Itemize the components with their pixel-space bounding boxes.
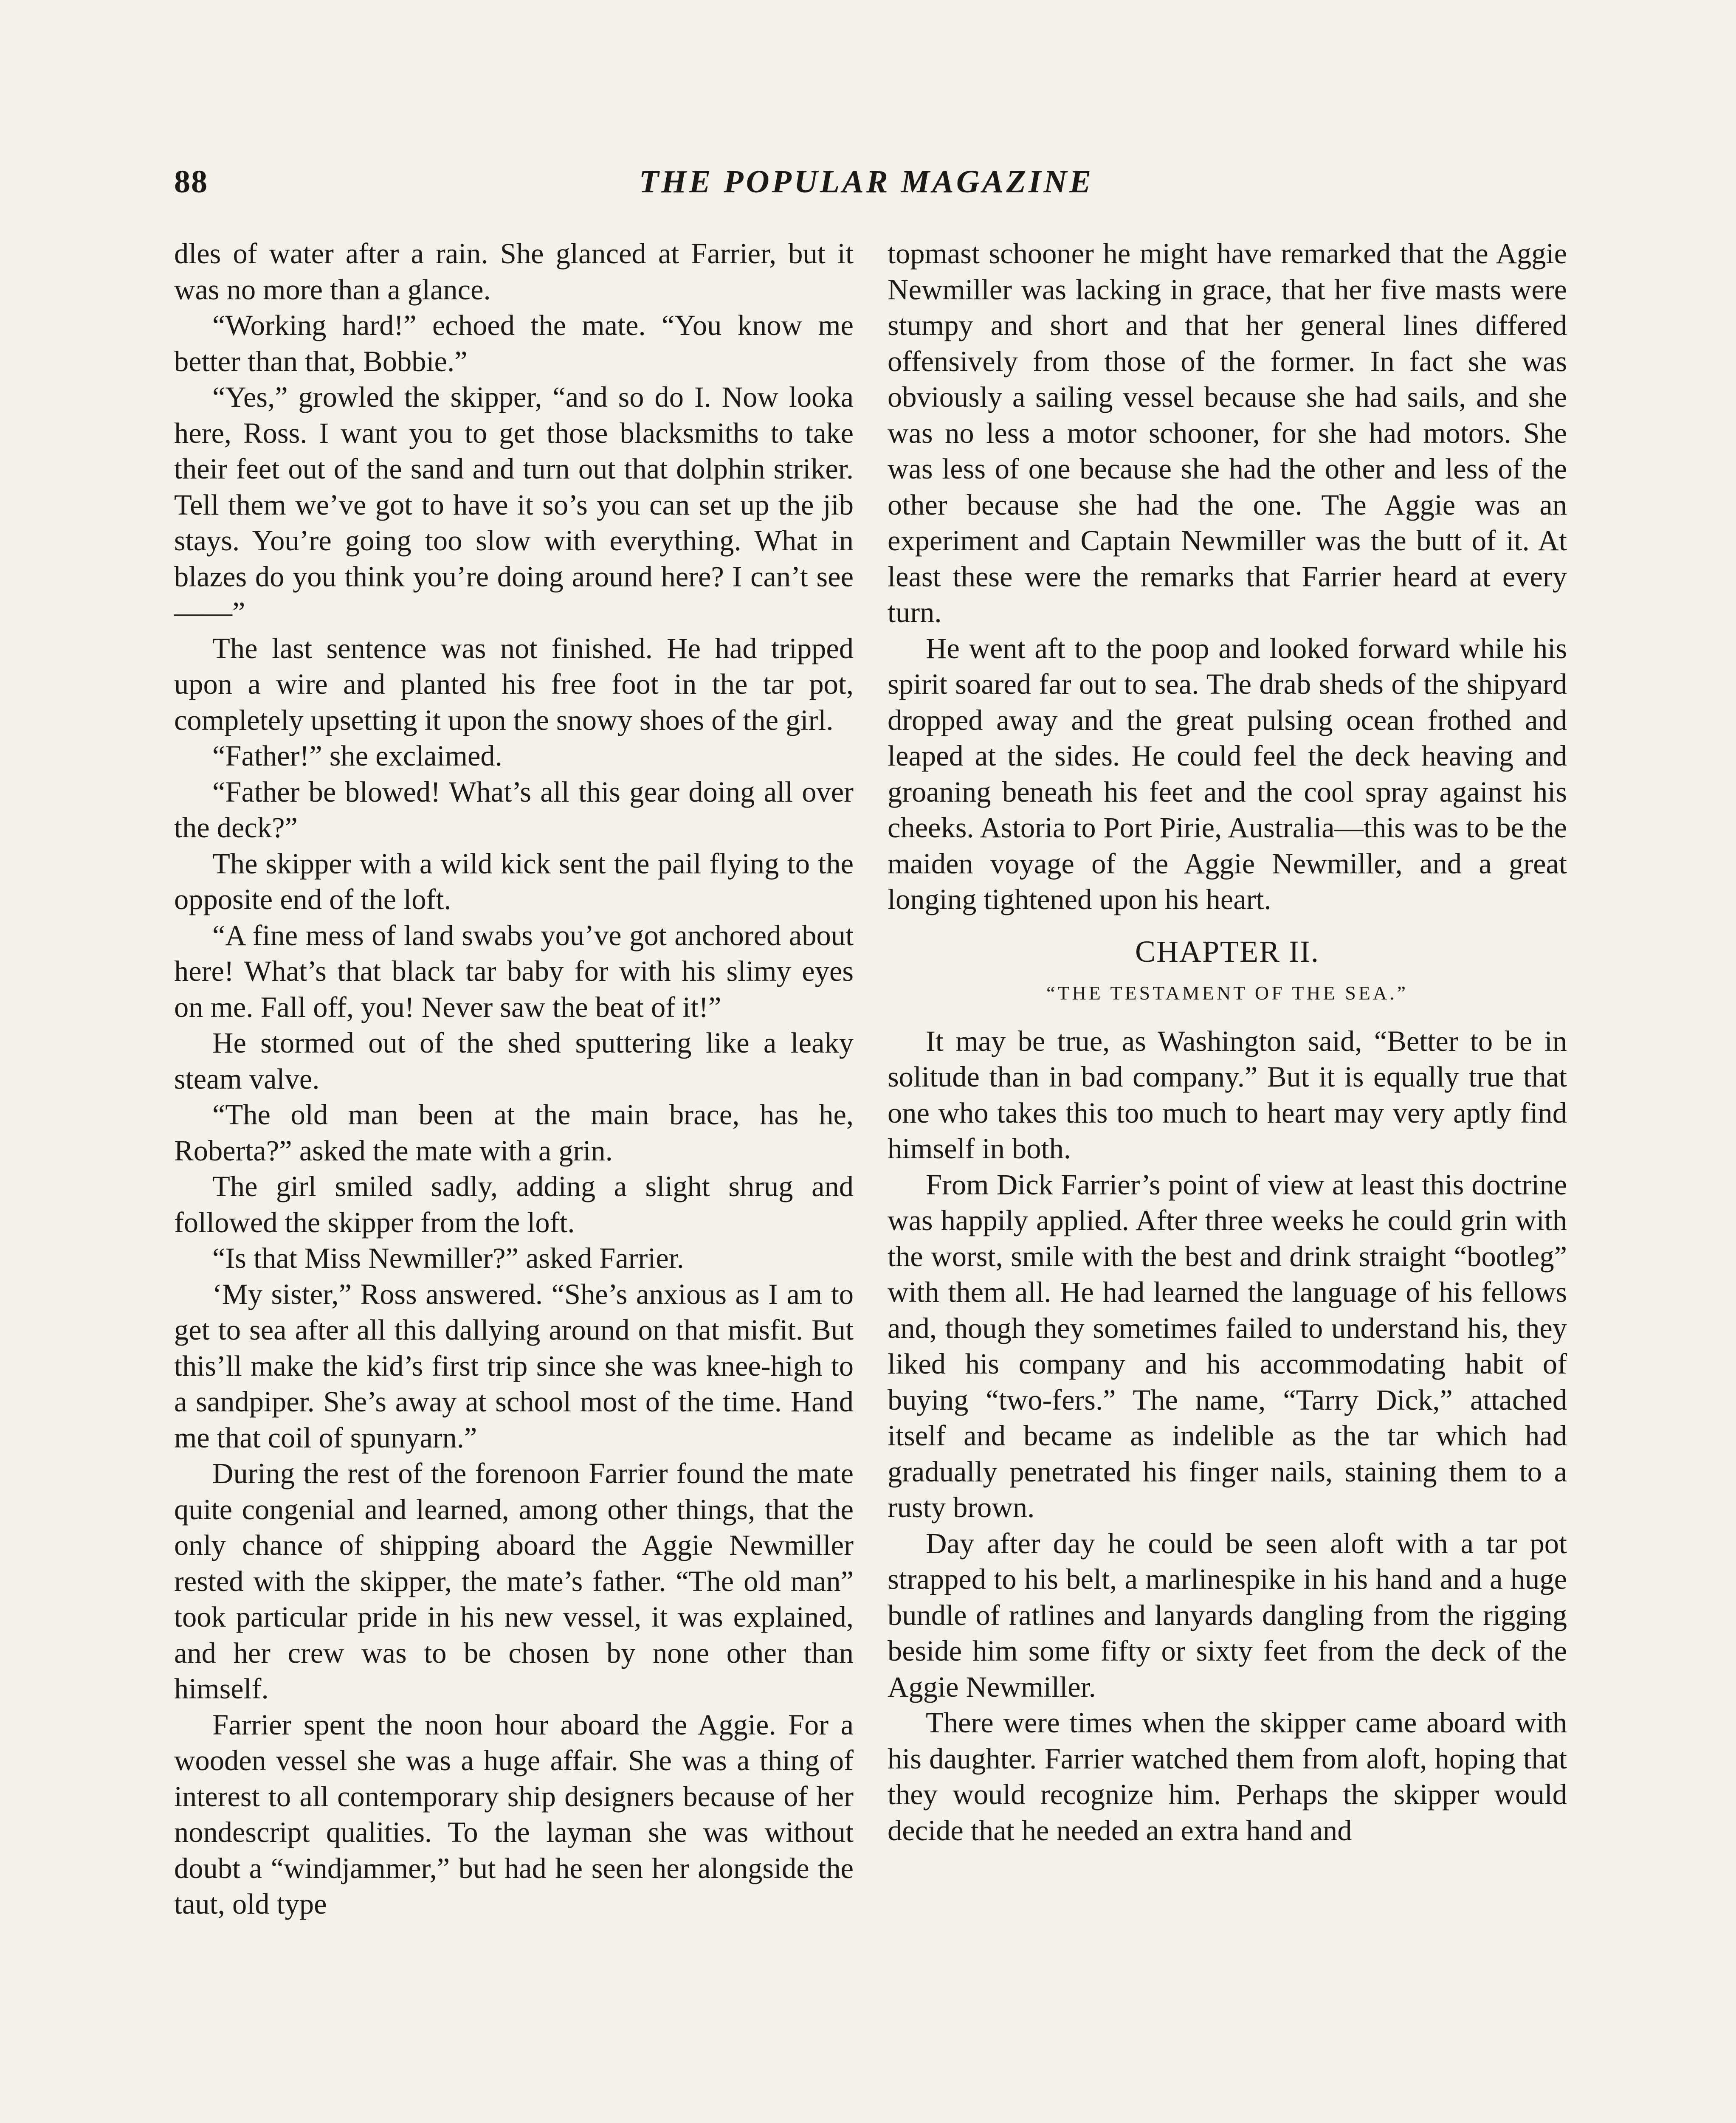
- paragraph: Day after day he could be seen aloft with a tar pot strapped to his belt, a marlinespike in his hand and a huge bundle of ratlines and lanyards dangling from the rigging beside him some fifty or sixty feet from the deck of the Aggie Newmiller.: [888, 1527, 1567, 1703]
- paragraph: The skipper with a wild kick sent the pail flying to the opposite end of the loft.: [174, 847, 854, 915]
- chapter-title: CHAPTER II.: [1135, 934, 1319, 969]
- paragraph: The girl smiled sadly, adding a slight shrug and followed the skipper from the loft.: [174, 1170, 854, 1239]
- paragraph: “Yes,” growled the skipper, “and so do I. Now looka here, Ross. I want you to get those blacksmiths to take their feet out of the sand and turn out that dolphin striker. Tell them we’ve got to have it so’s you can set up the jib stays. You’re going too slow with everything. What in blazes do you think you’re doing around here? I can’t see——”: [174, 381, 854, 628]
- left-column: [174, 236, 854, 1922]
- paragraph: From Dick Farrier’s point of view at least this doctrine was happily applied. After three weeks he could grin with the worst, smile with the best and drink straight “bootleg” with them all. He had learned the language of his fellows and, though they sometimes failed to understand his, they liked his company and his accommodating habit of buying “two-fers.” The name, “Tarry Dick,” attached itself and became as indelible as the tar which had gradually penetrated his finger nails, staining them to a rusty brown.: [888, 1168, 1567, 1523]
- paragraph: “Father be blowed! What’s all this gear doing all over the deck?”: [174, 775, 854, 844]
- paragraph: During the rest of the forenoon Farrier found the mate quite congenial and learned, among other things, that the only chance of shipping aboard the Aggie Newmiller rested with the skipper, the mate’s father. “The old man” took particular pride in his new vessel, it was explained, and her crew was to be chosen by none other than himself.: [174, 1457, 854, 1705]
- paragraph: He went aft to the poop and looked forward while his spirit soared far out to sea. The drab sheds of the shipyard dropped away and the great pulsing ocean frothed and leaped at the sides. He could feel the deck heaving and groaning beneath his feet and the cool spray against his cheeks. Astoria to Port Pirie, Australia—this was to be the maiden voyage of the Aggie Newmiller, and a great longing tightened upon his heart.: [888, 632, 1567, 915]
- paragraph: The last sentence was not finished. He had tripped upon a wire and planted his free foot in the tar pot, completely upsetting it upon the snowy shoes of the girl.: [174, 632, 854, 736]
- paragraph: “Is that Miss Newmiller?” asked Farrier.: [212, 1242, 684, 1274]
- paragraph: Farrier spent the noon hour aboard the Aggie. For a wooden vessel she was a huge affair. She was a thing of interest to all contemporary ship designers because of her nondescript qualities. To the layman she was without doubt a “windjammer,” but had he seen her alongside the taut, old type: [174, 1708, 854, 1920]
- paragraph: “Working hard!” echoed the mate. “You know me better than that, Bobbie.”: [174, 309, 854, 377]
- paragraph: “Father!” she exclaimed.: [212, 740, 502, 772]
- paragraph: ‘My sister,” Ross answered. “She’s anxious as I am to get to sea after all this dallying around on that misfit. But this’ll make the kid’s first trip since she was knee-high to a sandpiper. She’s away at school most of the time. Hand me that coil of spunyarn.”: [174, 1278, 854, 1454]
- paragraph: topmast schooner he might have remarked that the Aggie Newmiller was lacking in grace, that her five masts were stumpy and short and that her general lines differed offensively from those of the former. In fact she was obviously a sailing vessel because she had sails, and she was no less a motor schooner, for she had motors. She was less of one because she had the other and less of the other because she had the one. The Aggie was an experiment and Captain Newmiller was the butt of it. At least these were the remarks that Farrier heard at every turn.: [888, 237, 1567, 628]
- chapter-subtitle: “THE TESTAMENT OF THE SEA.”: [1046, 982, 1409, 1004]
- paragraph: “A fine mess of land swabs you’ve got anchored about here! What’s that black tar baby for with his slimy eyes on me. Fall off, you! Never saw the beat of it!”: [174, 919, 854, 1023]
- paragraph: “The old man been at the main brace, has he, Roberta?” asked the mate with a grin.: [174, 1098, 854, 1167]
- right-column: [888, 236, 1567, 1848]
- paragraph: dles of water after a rain. She glanced at Farrier, but it was no more than a glance.: [174, 237, 854, 306]
- page-header: [174, 163, 1558, 210]
- paragraph: It may be true, as Washington said, “Better to be in solitude than in bad company.” But it is equally true that one who takes this too much to heart may very aptly find himself in both.: [888, 1025, 1567, 1165]
- running-title: THE POPULAR MAGAZINE: [639, 164, 1094, 200]
- paragraph: There were times when the skipper came aboard with his daughter. Farrier watched them from aloft, hoping that they would recognize him. Perhaps the skipper would decide that he needed an extra hand and: [888, 1706, 1567, 1847]
- page-number: 88: [174, 164, 208, 200]
- paragraph: He stormed out of the shed sputtering like a leaky steam valve.: [174, 1027, 854, 1095]
